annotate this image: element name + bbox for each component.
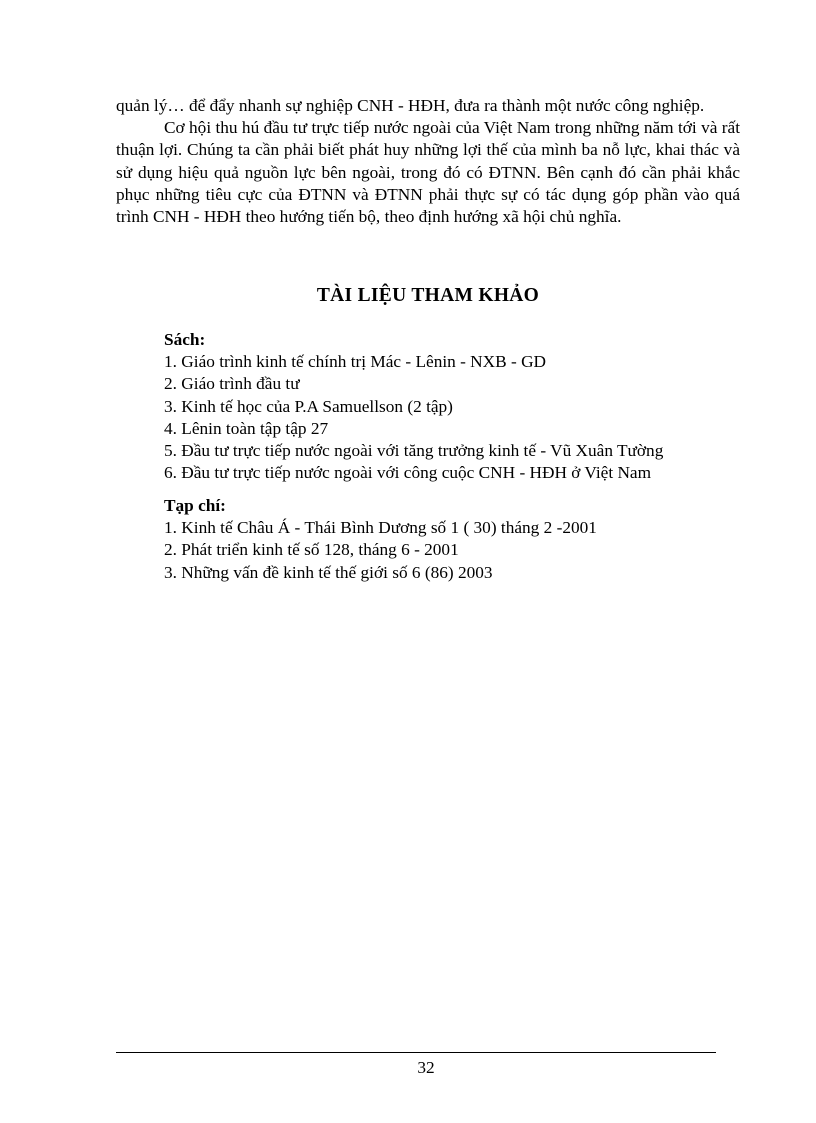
books-list [164,351,764,484]
book-item: 4. Lênin toàn tập tập 27 [164,418,329,438]
journals-heading: Tạp chí: [164,496,226,515]
journals-list [164,517,764,584]
book-item: 5. Đầu tư trực tiếp nước ngoài với tăng trưởng kinh tế - Vũ Xuân Tường [164,441,664,461]
footer-divider [116,1052,716,1053]
references-journals-section [164,495,764,584]
books-heading: Sách: [164,330,206,349]
references-books-section [164,329,764,484]
journal-item: 3. Những vấn đề kinh tế thế giới số 6 (86) 2003 [164,562,493,582]
journal-item: 2. Phát triển kinh tế số 128, tháng 6 - 2001 [164,540,459,560]
references-title: TÀI LIỆU THAM KHẢO [316,285,540,306]
page-number: 32 [417,1058,435,1077]
paragraph-conclusion: Cơ hội thu hú đầu tư trực tiếp nước ngoài của Việt Nam trong những năm tới và rất thuận lợi. Chúng ta cần phải biết phát huy những lợi thế của mình ba nỗ lực, khai thác và sử dụng hiệu quả nguồn lực bên ngoài, trong đó có ĐTNN. Bên cạnh đó cần phải khắc phục những tiêu cực của ĐTNN và ĐTNN phải thực sự có tác dụng góp phần vào quá trình CNH - HĐH theo hướng tiến bộ, theo định hướng xã hội chủ nghĩa. [116,118,740,227]
book-item: 1. Giáo trình kinh tế chính trị Mác - Lênin - NXB - GD [164,352,547,372]
book-item: 6. Đầu tư trực tiếp nước ngoài với công cuộc CNH - HĐH ở Việt Nam [164,463,652,483]
journal-item: 1. Kinh tế Châu Á - Thái Bình Dương số 1 ( 30) tháng 2 -2001 [164,518,597,538]
paragraph-continuation: quản lý… để đẩy nhanh sự nghiệp CNH - HĐH, đưa ra thành một nước công nghiệp. [116,96,705,115]
body-text [116,95,740,228]
book-item: 3. Kinh tế học của P.A Samuellson (2 tập) [164,396,453,416]
book-item: 2. Giáo trình đầu tư [164,374,300,394]
